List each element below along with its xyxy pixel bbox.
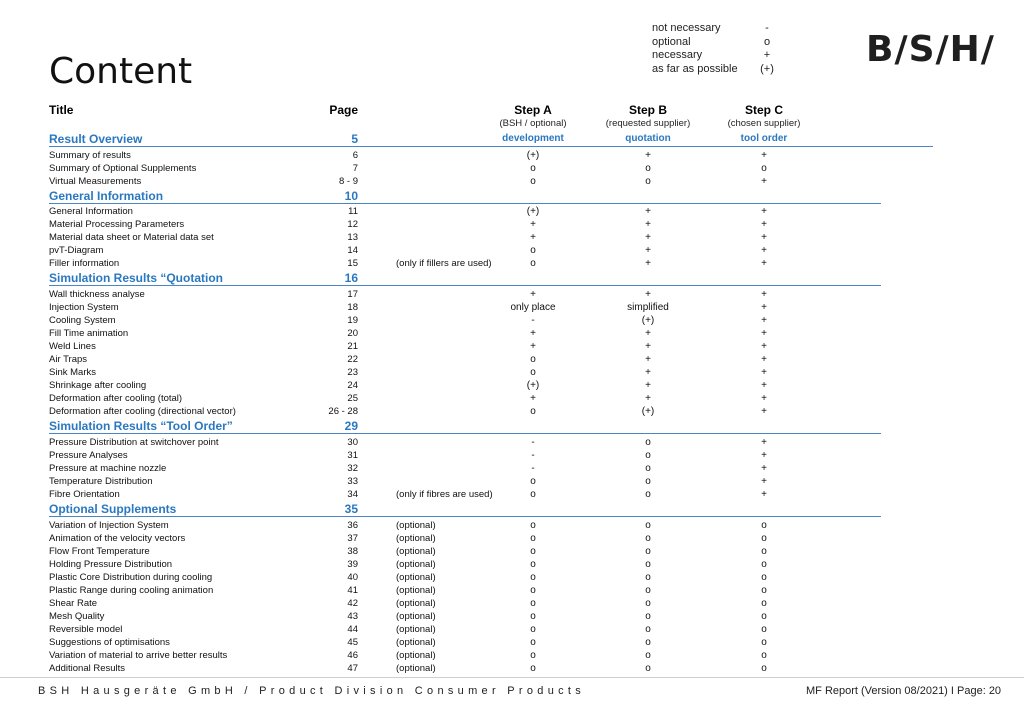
step-a-value: + — [530, 232, 536, 244]
legend-symbol: - — [765, 22, 769, 34]
table-row — [0, 623, 1024, 636]
row-title: Flow Front Temperature — [49, 545, 150, 557]
row-page: 46 — [347, 650, 358, 662]
row-page: 42 — [347, 597, 358, 609]
step-b-value: o — [645, 489, 651, 501]
row-title: Mesh Quality — [49, 611, 105, 622]
step-b-value: + — [645, 206, 651, 218]
row-page: 11 — [348, 206, 358, 218]
step-b-value: + — [645, 367, 651, 379]
section-row — [0, 131, 1024, 147]
step-a-value: development — [502, 133, 564, 144]
step-a-value: (+) — [526, 380, 540, 392]
row-page: 21 — [347, 341, 358, 353]
table-row — [0, 353, 1024, 366]
step-b-value: o — [645, 558, 651, 570]
table-row — [0, 519, 1024, 532]
col-header-step-c: Step C — [744, 103, 783, 117]
step-b-value: + — [645, 380, 651, 392]
col-header-step-b: Step B — [628, 103, 667, 117]
row-note: (only if fillers are used) — [396, 258, 492, 270]
bsh-logo: B/S/H/ — [866, 29, 995, 70]
table-row — [0, 545, 1024, 558]
step-b-value: o — [645, 597, 651, 609]
step-b-value: o — [645, 624, 651, 636]
step-b-value: o — [645, 162, 651, 174]
section-divider — [49, 203, 881, 204]
step-c-value: o — [761, 597, 767, 609]
step-a-value: o — [530, 584, 536, 596]
step-b-value: o — [645, 663, 651, 675]
step-a-value: + — [530, 328, 536, 340]
step-a-value: o — [530, 519, 536, 531]
step-a-value: o — [530, 258, 536, 270]
step-c-value: + — [761, 476, 767, 488]
legend-label: necessary — [652, 49, 703, 61]
step-c-value: + — [761, 315, 767, 326]
step-c-value: tool order — [740, 133, 788, 144]
row-title: Shrinkage after cooling — [49, 380, 147, 392]
section-title: Simulation Results “Tool Order” — [49, 419, 233, 434]
section-divider — [49, 433, 881, 434]
page-title: Content — [49, 51, 193, 92]
step-b-value: + — [645, 258, 651, 270]
step-c-value: + — [761, 245, 767, 257]
step-c-value: + — [761, 406, 767, 418]
row-title: Sink Marks — [49, 367, 96, 379]
table-row — [0, 532, 1024, 545]
step-c-value: + — [761, 436, 767, 448]
row-page: 39 — [347, 558, 358, 570]
legend-symbol: + — [763, 49, 771, 61]
step-c-value: + — [761, 149, 767, 161]
row-page: 23 — [347, 367, 358, 379]
row-title: Shear Rate — [49, 597, 98, 609]
row-page: 45 — [347, 637, 358, 649]
step-c-value: o — [761, 571, 767, 583]
step-b-value: + — [645, 393, 651, 405]
row-page: 32 — [347, 463, 358, 474]
step-c-value: o — [761, 663, 767, 675]
col-header-step-a: Step A — [514, 103, 552, 117]
step-b-value: o — [645, 436, 651, 448]
step-c-value: o — [761, 584, 767, 596]
row-title: Summary of Optional Supplements — [49, 162, 197, 174]
row-page: 24 — [347, 380, 358, 392]
footer-company: BSH Hausgeräte GmbH / Product Division Consumer Products — [38, 685, 586, 697]
footer-divider — [0, 677, 1024, 678]
step-a-value: o — [530, 597, 536, 609]
table-row — [0, 597, 1024, 610]
step-c-value: o — [761, 624, 767, 636]
row-note: (optional) — [396, 558, 436, 570]
row-note: (optional) — [396, 571, 436, 583]
row-title: Virtual Measurements — [49, 175, 142, 187]
row-page: 25 — [347, 393, 358, 405]
section-title: General Information — [49, 188, 164, 203]
row-title: Plastic Range during cooling animation — [49, 584, 214, 596]
legend-label: optional — [652, 35, 691, 48]
row-title: Fill Time animation — [49, 328, 129, 340]
row-title: Plastic Core Distribution during cooling — [49, 571, 213, 583]
step-b-value: o — [645, 476, 651, 488]
row-page: 37 — [347, 532, 358, 544]
table-row — [0, 327, 1024, 340]
step-a-value: o — [530, 558, 536, 570]
step-c-value: + — [761, 367, 767, 379]
row-note: (optional) — [396, 663, 436, 675]
step-a-value: o — [530, 624, 536, 636]
table-row — [0, 340, 1024, 353]
table-row — [0, 392, 1024, 405]
step-c-value: o — [761, 637, 767, 649]
row-note: (optional) — [396, 597, 436, 609]
section-row — [0, 270, 1024, 286]
table-row — [0, 149, 1024, 162]
step-c-value: o — [761, 650, 767, 662]
table-row — [0, 175, 1024, 188]
row-title: Variation of material to arrive better results — [49, 650, 228, 662]
step-b-value: o — [645, 532, 651, 544]
section-divider — [49, 516, 881, 517]
step-c-value: + — [761, 288, 767, 300]
table-row — [0, 610, 1024, 623]
row-note: (optional) — [396, 584, 436, 596]
row-page: 29 — [344, 419, 358, 434]
table-row — [0, 649, 1024, 662]
row-page: 6 — [352, 149, 358, 161]
table-row — [0, 205, 1024, 218]
step-a-value: o — [530, 162, 536, 174]
table-row — [0, 218, 1024, 231]
step-a-value: o — [530, 175, 536, 187]
table-row — [0, 488, 1024, 501]
section-divider — [49, 146, 933, 147]
step-c-value: o — [761, 162, 767, 174]
step-a-value: (+) — [526, 206, 540, 218]
legend-symbol: o — [763, 35, 771, 48]
step-c-value: + — [761, 463, 767, 474]
row-page: 41 — [347, 584, 358, 596]
table-row — [0, 558, 1024, 571]
step-b-value: o — [645, 175, 651, 187]
row-title: Animation of the velocity vectors — [49, 532, 186, 544]
legend-symbol: (+) — [760, 62, 774, 75]
step-a-value: o — [530, 545, 536, 557]
row-note: (optional) — [396, 637, 436, 649]
step-b-value: + — [645, 149, 651, 161]
step-b-value: o — [645, 571, 651, 583]
row-page: 26 - 28 — [328, 406, 358, 418]
col-subheader-step-c: (chosen supplier) — [727, 118, 801, 129]
step-c-value: + — [761, 219, 767, 231]
row-title: Injection System — [49, 301, 119, 313]
row-page: 44 — [347, 624, 358, 636]
row-page: 31 — [347, 449, 358, 461]
table-row — [0, 475, 1024, 488]
row-title: Cooling System — [49, 315, 116, 326]
row-page: 40 — [347, 571, 358, 583]
row-title: Additional Results — [49, 663, 126, 675]
step-b-value: (+) — [641, 315, 655, 326]
step-c-value: + — [761, 393, 767, 405]
step-b-value: (+) — [641, 406, 655, 418]
row-page: 17 — [347, 288, 358, 300]
table-row — [0, 314, 1024, 327]
table-row — [0, 405, 1024, 418]
section-row — [0, 418, 1024, 434]
row-page: 10 — [344, 188, 358, 203]
step-c-value: + — [761, 449, 767, 461]
step-b-value: o — [645, 519, 651, 531]
legend-label: as far as possible — [652, 62, 738, 75]
row-note: (optional) — [396, 532, 436, 544]
section-row — [0, 501, 1024, 517]
row-title: Fibre Orientation — [49, 489, 120, 501]
row-page: 16 — [344, 271, 358, 286]
step-c-value: o — [761, 519, 767, 531]
row-page: 38 — [347, 545, 358, 557]
table-row — [0, 162, 1024, 175]
row-title: Pressure Analyses — [49, 449, 128, 461]
col-subheader-step-b: (requested supplier) — [605, 118, 691, 129]
row-page: 12 — [347, 219, 358, 231]
step-c-value: + — [761, 354, 767, 366]
row-title: General Information — [49, 206, 133, 218]
step-c-value: + — [761, 232, 767, 244]
step-a-value: o — [530, 611, 536, 622]
row-note: (optional) — [396, 545, 436, 557]
step-b-value: + — [645, 232, 651, 244]
step-b-value: o — [645, 545, 651, 557]
table-row — [0, 436, 1024, 449]
step-a-value: o — [530, 650, 536, 662]
table-row — [0, 379, 1024, 392]
step-a-value: o — [530, 476, 536, 488]
row-title: Weld Lines — [49, 341, 96, 353]
row-page: 35 — [344, 502, 358, 517]
section-title: Result Overview — [49, 132, 143, 146]
row-title: Variation of Injection System — [49, 519, 169, 531]
step-c-value: o — [761, 558, 767, 570]
step-a-value: - — [531, 436, 535, 448]
row-title: Deformation after cooling (total) — [49, 393, 183, 405]
step-a-value: - — [531, 449, 535, 461]
step-a-value: + — [530, 393, 536, 405]
step-a-value: - — [531, 315, 535, 326]
table-row — [0, 636, 1024, 649]
step-b-value: + — [645, 219, 651, 231]
row-title: Pressure Distribution at switchover point — [49, 436, 219, 448]
section-title: Optional Supplements — [49, 502, 177, 517]
step-a-value: (+) — [526, 149, 540, 161]
row-title: Air Traps — [49, 354, 88, 366]
step-c-value: o — [761, 532, 767, 544]
row-page: 19 — [347, 315, 358, 326]
table-row — [0, 257, 1024, 270]
step-a-value: + — [530, 288, 536, 300]
step-a-value: o — [530, 571, 536, 583]
step-a-value: only place — [510, 301, 556, 313]
footer-page-info: MF Report (Version 08/2021) I Page: 20 — [806, 685, 1002, 697]
row-page: 18 — [347, 301, 358, 313]
row-page: 22 — [347, 354, 358, 366]
step-b-value: + — [645, 245, 651, 257]
row-title: pvT-Diagram — [49, 245, 104, 257]
step-a-value: + — [530, 219, 536, 231]
row-page: 14 — [347, 245, 358, 257]
step-c-value: + — [761, 341, 767, 353]
step-c-value: + — [761, 258, 767, 270]
row-note: (optional) — [396, 650, 436, 662]
step-c-value: + — [761, 175, 767, 187]
row-page: 36 — [347, 519, 358, 531]
step-c-value: + — [761, 489, 767, 501]
table-row — [0, 288, 1024, 301]
row-page: 20 — [347, 328, 358, 340]
row-title: Deformation after cooling (directional vector) — [49, 406, 236, 418]
row-note: (optional) — [396, 519, 436, 531]
row-page: 34 — [347, 489, 358, 501]
table-row — [0, 462, 1024, 475]
step-b-value: o — [645, 449, 651, 461]
step-b-value: o — [645, 463, 651, 474]
row-note: (optional) — [396, 624, 436, 636]
row-page: 43 — [347, 611, 358, 622]
table-row — [0, 231, 1024, 244]
row-title: Material data sheet or Material data set — [49, 232, 214, 244]
step-b-value: o — [645, 584, 651, 596]
row-title: Temperature Distribution — [49, 476, 153, 488]
row-title: Wall thickness analyse — [49, 288, 145, 300]
row-title: Filler information — [49, 258, 120, 270]
row-page: 5 — [351, 132, 358, 146]
row-page: 7 — [352, 162, 358, 174]
row-title: Holding Pressure Distribution — [49, 558, 173, 570]
step-b-value: + — [645, 328, 651, 340]
step-b-value: + — [645, 288, 651, 300]
row-title: Material Processing Parameters — [49, 219, 185, 231]
step-a-value: o — [530, 245, 536, 257]
step-a-value: - — [531, 463, 535, 474]
step-a-value: o — [530, 354, 536, 366]
step-b-value: + — [645, 341, 651, 353]
table-row — [0, 584, 1024, 597]
legend-label: not necessary — [652, 22, 721, 34]
row-title: Pressure at machine nozzle — [49, 463, 167, 474]
step-c-value: + — [761, 206, 767, 218]
section-divider — [49, 285, 881, 286]
row-title: Summary of results — [49, 149, 131, 161]
step-b-value: o — [645, 637, 651, 649]
row-page: 13 — [347, 232, 358, 244]
table-row — [0, 301, 1024, 314]
step-b-value: quotation — [625, 133, 671, 144]
step-a-value: + — [530, 341, 536, 353]
step-a-value: o — [530, 532, 536, 544]
step-c-value: + — [761, 380, 767, 392]
row-page: 33 — [347, 476, 358, 488]
section-row — [0, 188, 1024, 204]
step-c-value: o — [761, 545, 767, 557]
step-a-value: o — [530, 489, 536, 501]
step-b-value: o — [645, 611, 651, 622]
table-row — [0, 662, 1024, 675]
col-header-page: Page — [329, 103, 358, 117]
step-c-value: + — [761, 301, 767, 313]
row-title: Suggestions of optimisations — [49, 637, 170, 649]
step-b-value: o — [645, 650, 651, 662]
col-subheader-step-a: (BSH / optional) — [499, 118, 567, 129]
section-title: Simulation Results “Quotation — [49, 271, 224, 286]
step-a-value: o — [530, 663, 536, 675]
table-row — [0, 366, 1024, 379]
table-row — [0, 449, 1024, 462]
row-note: (optional) — [396, 611, 436, 622]
row-title: Reversible model — [49, 624, 123, 636]
row-page: 8 - 9 — [338, 175, 358, 187]
step-a-value: o — [530, 637, 536, 649]
row-page: 47 — [347, 663, 358, 675]
row-page: 15 — [347, 258, 358, 270]
step-c-value: o — [761, 611, 767, 622]
step-c-value: + — [761, 328, 767, 340]
step-a-value: o — [530, 406, 536, 418]
step-b-value: simplified — [627, 301, 669, 313]
step-a-value: o — [530, 367, 536, 379]
table-row — [0, 244, 1024, 257]
row-page: 30 — [347, 436, 358, 448]
col-header-title: Title — [49, 103, 74, 117]
table-row — [0, 571, 1024, 584]
row-note: (only if fibres are used) — [396, 489, 493, 501]
step-b-value: + — [645, 354, 651, 366]
